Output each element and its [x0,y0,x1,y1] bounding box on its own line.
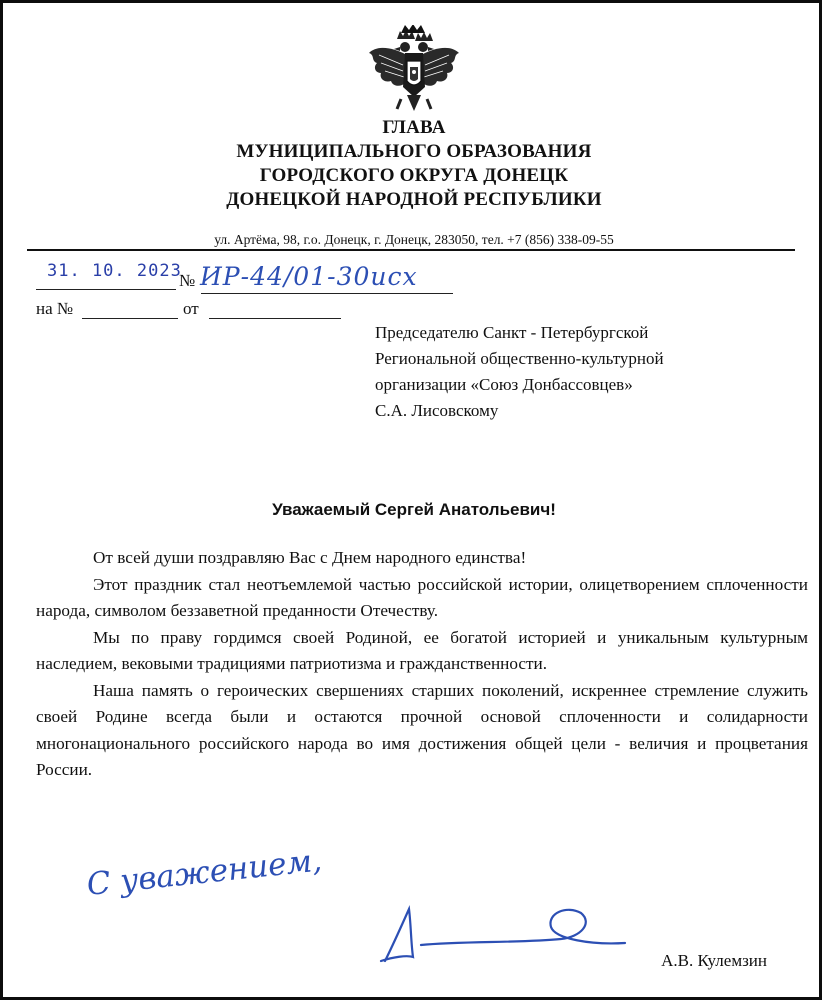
header-line-2: МУНИЦИПАЛЬНОГО ОБРАЗОВАНИЯ [236,141,592,162]
header-address: ул. Артёма, 98, г.о. Донецк, г. Донецк, 283050, тел. +7 (856) 338-09-55 [214,232,614,247]
reply-number-label: на № [36,299,74,318]
signer-name: А.В. Кулемзин [661,951,767,970]
reply-number-underline [82,318,178,319]
registration-date-stamp: 31. 10. 2023 [47,261,182,281]
handwritten-signature [371,899,631,971]
reply-date-label: от [183,299,199,318]
number-label: № [179,271,196,290]
header-line-1: ГЛАВА [382,117,446,138]
addressee-line-1: Председателю Санкт - Петербургской [375,323,649,342]
addressee-line-4: С.А. Лисовскому [375,401,499,420]
header-line-3: ГОРОДСКОГО ОКРУГА ДОНЕЦК [259,165,569,186]
closing-handwritten: С уважением, [85,842,324,903]
body-paragraph-3: Мы по праву гордимся своей Родиной, ее богатой историей и уникальным культурным наследием, вековыми традициями патриотизма и гражданственности. [36,627,808,673]
number-underline [201,293,453,294]
registration-number-handwritten: ИР-44/01-30исх [200,262,418,291]
body-paragraph-2: Этот праздник стал неотъемлемой частью российской истории, олицетворением сплоченности народа, символом беззаветной преданности Отечеству. [36,574,808,620]
date-underline [36,289,176,290]
body-paragraph-4: Наша память о героических свершениях старших поколений, искреннее стремление служить своей Родине всегда были и остаются прочной основой сплоченности и солидарности многонационального российского народа во имя достижения общей цели - величия и процветания России. [36,680,808,779]
addressee-line-2: Региональной общественно-культурной [375,349,664,368]
coat-of-arms-emblem [367,25,461,115]
addressee-line-3: организации «Союз Донбассовцев» [375,375,633,394]
header-divider [27,249,795,251]
letter-body [36,545,808,784]
header-line-4: ДОНЕЦКОЙ НАРОДНОЙ РЕСПУБЛИКИ [226,189,602,210]
reply-date-underline [209,318,341,319]
salutation: Уважаемый Сергей Анатольевич! [272,500,556,519]
body-paragraph-1: От всей души поздравляю Вас с Днем народного единства! [93,548,527,567]
